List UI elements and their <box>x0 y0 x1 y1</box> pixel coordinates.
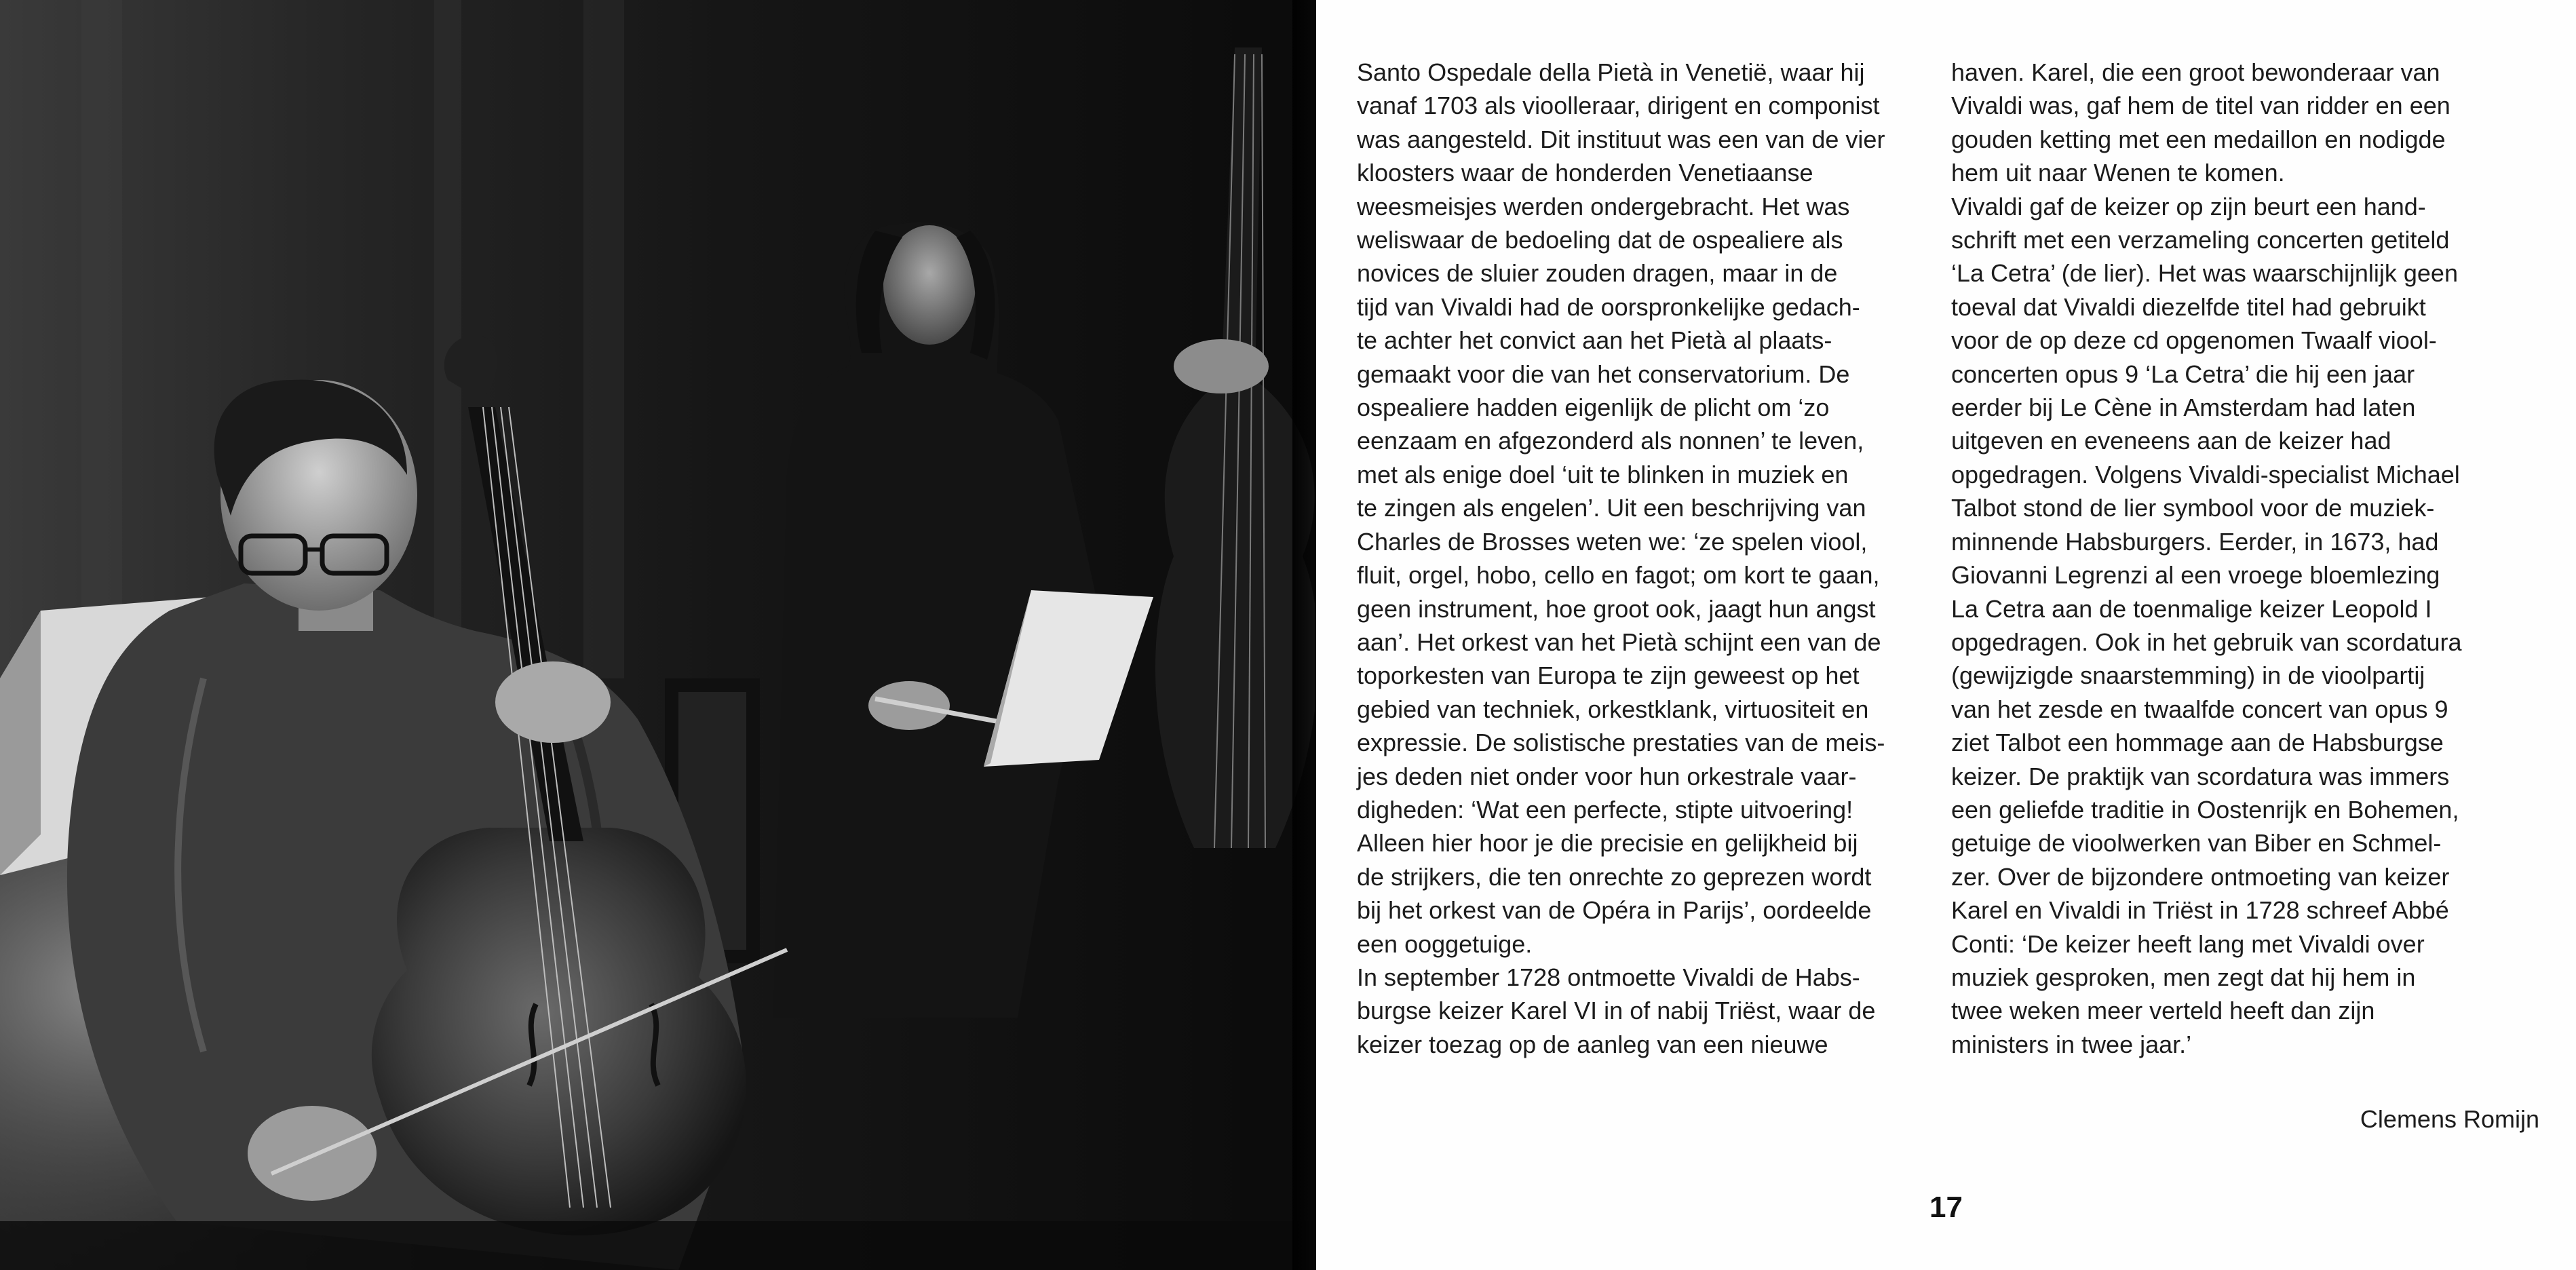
paragraph: Vivaldi gaf de keizer op zijn beurt een hand- schrift met een verzameling concerten getiteld ‘La Cetra’ (de lier). Het was waarschijnlijk geen toeval dat Vivaldi diezelfde titel had gebruikt voor de op deze cd opgenomen Twaalf viool- concerten opus 9 ‘La Cetra’ die hij een jaar eerder bij Le Cène in Amsterdam had laten uitgeven en eveneens aan de keizer had opgedragen. Volgens Vivaldi-specialist Michael Talbot stond de lier symbool voor de muziek- minnende Habsburgers. Eerder, in 1673, had Giovanni Legrenzi al een vroege bloemlezing La Cetra aan de toenmalige keizer Leopold I opgedragen. Ook in het gebruik van scordatura (gewijzigde snaarstemming) in de vioolpartij van het zesde en twaalfde concert van opus 9 ziet Talbot een hommage aan de Habsburgse keizer. De praktijk van scordatura was immers een geliefde traditie in Oostenrijk en Bohemen, getuige de vioolwerken van Biber en Schmel- zer. Over de bijzondere ontmoeting van keizer Karel en Vivaldi in Triëst in 1728 schreef Abbé Conti: ‘De keizer heeft lang met Vivaldi over muziek gesproken, men zegt dat hij hem in twee weken meer verteld heeft dan zijn ministers in twee jaar.’ <box>1951 192 2462 1058</box>
author-signature: Clemens Romijn <box>2360 1105 2539 1133</box>
text-page <box>1316 0 2576 1270</box>
paragraph: In september 1728 ontmoette Vivaldi de Habs- burgse keizer Karel VI in of nabij Triëst, waar de keizer toezag op de aanleg van een nieuwe <box>1357 963 1876 1058</box>
paragraph: Santo Ospedale della Pietà in Venetië, waar hij vanaf 1703 als vioolleraar, dirigent en componist was aangesteld. Dit instituut was een van de vier kloosters waar de honderden Venetiaanse weesmeisjes werden ondergebracht. Het was weliswaar de bedoeling dat de ospealiere als novices de sluier zouden dragen, maar in de tijd van Vivaldi had de oorspronkelijke gedach- te achter het convict aan het Pietà al plaats- gemaakt voor die van het conservatorium. De ospealiere hadden eigenlijk de plicht om ‘zo eenzaam en afgezonderd als nonnen’ te leven, met als enige doel ‘uit te blinken in muziek en te zingen als engelen’. Uit een beschrijving van Charles de Brosses weten we: ‘ze spelen viool, fluit, orgel, hobo, cello en fagot; om kort te gaan, geen instrument, hoe groot ook, jaagt hun angst aan’. Het orkest van het Pietà schijnt een van de toporkesten van Europa te zijn geweest op het gebied van techniek, orkestklank, virtuositeit en expressie. De solistische prestaties van de meis- jes deden niet onder voor hun orkestrale vaar- digheden: ‘Wat een perfecte, stipte uitvoering! Alleen hier hoor je die precisie en gelijkheid bij de strijkers, die ten onrechte zo geprezen wordt bij het orkest van de Opéra in Parijs’, oordeelde een ooggetuige. <box>1357 58 1885 958</box>
right-text-column <box>1951 56 2518 1061</box>
page-number: 17 <box>1929 1191 1963 1224</box>
left-text-column <box>1357 56 1923 1061</box>
paragraph: haven. Karel, die een groot bewonderaar van Vivaldi was, gaf hem de titel van ridder en een gouden ketting met een medaillon en nodigde hem uit naar Wenen te komen. <box>1951 58 2450 187</box>
